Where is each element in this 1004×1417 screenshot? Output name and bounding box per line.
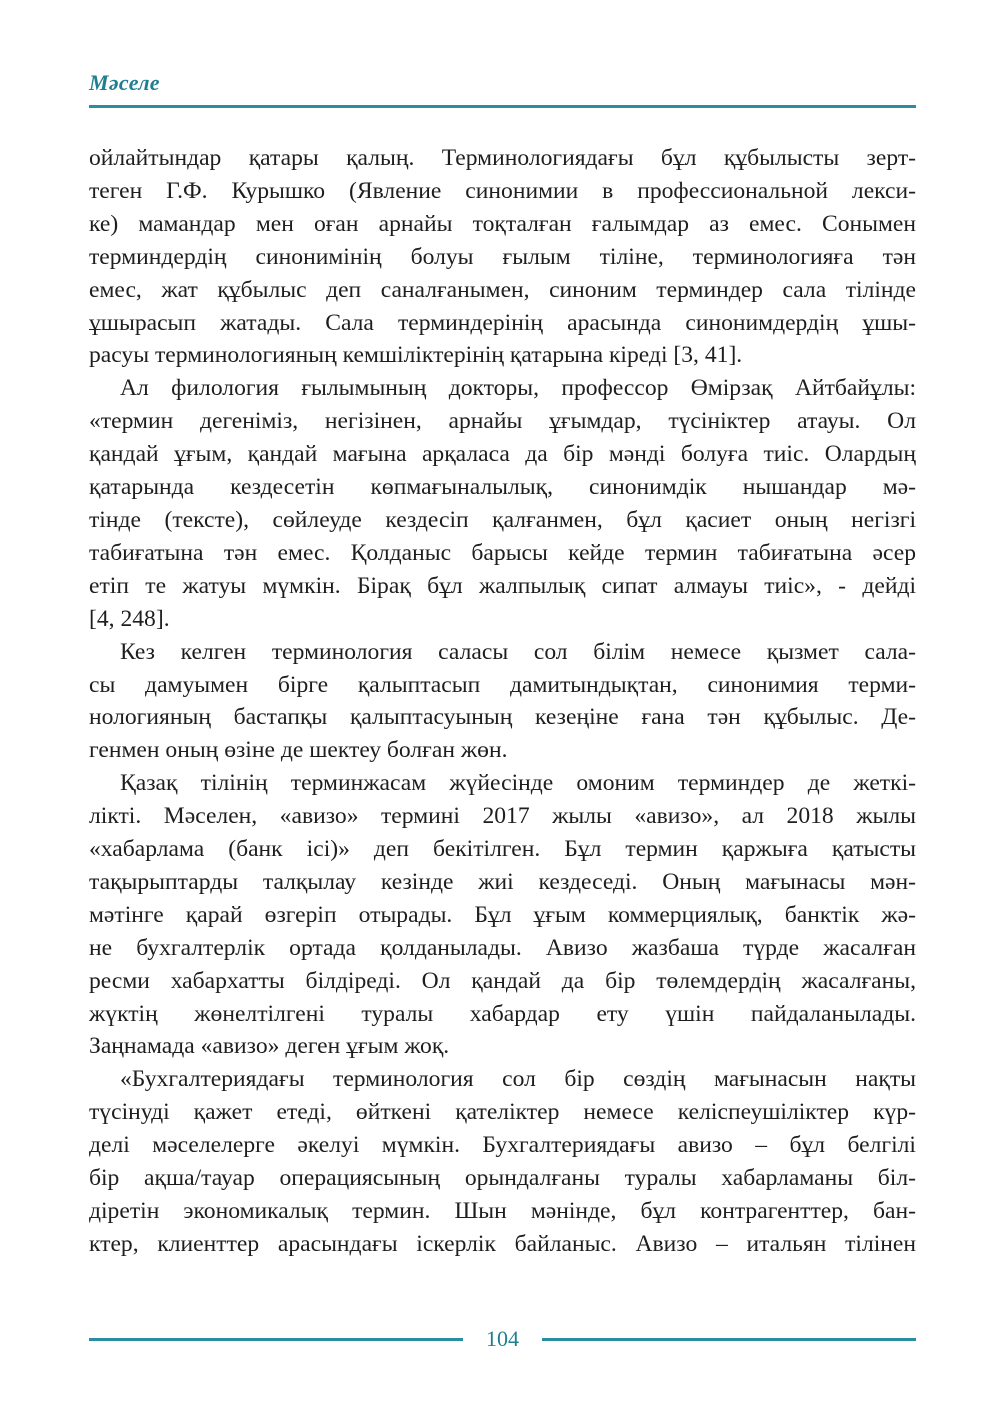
- paragraph: [89, 1063, 916, 1260]
- footer-rule-left: [89, 1338, 463, 1341]
- header-rule: [89, 105, 916, 108]
- paragraph: [89, 767, 916, 1063]
- text-line: Қазақ тілінің терминжасам жүйесінде омоним терминдер де жеткі-: [120, 770, 916, 797]
- text-line: бір ақша/тауар операциясының орындалғаны туралы хабарламаны біл-: [89, 1165, 916, 1192]
- running-title: Мәселе: [89, 70, 160, 95]
- text-line: Ал филология ғылымының докторы, профессор Өмірзақ Айтбайұлы:: [120, 375, 916, 402]
- text-line: мәтінге қарай өзгеріп отырады. Бұл ұғым коммерциялық, банктік жә-: [89, 901, 916, 928]
- text-line: нологияның бастапқы қалыптасуының кезеңіне ғана тән құбылыс. Де-: [89, 704, 916, 731]
- text-line: жүктің жөнелтілгені туралы хабардар ету үшін пайдаланылады.: [89, 1000, 916, 1027]
- text-line: тақырыптарды талқылау кезінде жиі кездеседі. Оның мағынасы мән-: [89, 868, 916, 895]
- paragraph: [89, 142, 916, 372]
- text-line: [4, 248].: [89, 605, 170, 632]
- text-line: ктер, клиенттер арасындағы іскерлік байланыс. Авизо – итальян тілінен: [89, 1230, 916, 1257]
- text-line: қандай ұғым, қандай мағына арқаласа да бір мәнді болуға тиіс. Олардың: [89, 441, 916, 468]
- text-line: расуы терминологияның кемшіліктерінің қатарына кіреді [3, 41].: [89, 342, 743, 369]
- body-text: [89, 142, 916, 1261]
- footer-rule-right: [542, 1338, 916, 1341]
- text-line: ке) мамандар мен оған арнайы тоқталған ғалымдар аз емес. Сонымен: [89, 210, 916, 237]
- text-line: ойлайтындар қатары қалың. Терминологиядағы бұл құбылысты зерт-: [89, 145, 916, 171]
- text-line: терминдердің синонимінің болуы ғылым тіліне, терминологияға тән: [89, 243, 916, 270]
- text-line: сы дамуымен бірге қалыптасып дамитындықтан, синонимия терми-: [89, 671, 916, 698]
- page-footer: [89, 1326, 916, 1356]
- text-line: теген Г.Ф. Курышко (Явление синонимии в профессиональной лекси-: [89, 177, 916, 204]
- text-line: «Бухгалтериядағы терминология сол бір сөздің мағынасын нақты: [120, 1066, 916, 1093]
- paragraph: [89, 636, 916, 768]
- text-line: түсінуді қажет етеді, өйткені қателіктер немесе келіспеушіліктер күр-: [89, 1099, 916, 1126]
- text-line: етіп те жатуы мүмкін. Бірақ бұл жалпылық сипат алмауы тиіс», - дейді: [89, 572, 916, 599]
- text-line: емес, жат құбылыс деп саналғанымен, синоним терминдер сала тілінде: [89, 276, 916, 303]
- text-line: «термин дегеніміз, негізінен, арнайы ұғымдар, түсініктер атауы. Ол: [89, 408, 916, 435]
- page-number: 104: [486, 1326, 519, 1351]
- text-line: «хабарлама (банк ісі)» деп бекітілген. Бұл термин қаржыға қатысты: [89, 836, 916, 863]
- paragraph: [89, 372, 916, 635]
- text-line: лікті. Мәселен, «авизо» термині 2017 жылы «авизо», ал 2018 жылы: [89, 803, 916, 830]
- text-line: генмен оның өзіне де шектеу болған жөн.: [89, 737, 508, 764]
- text-line: Кез келген терминология саласы сол білім немесе қызмет сала-: [120, 638, 916, 665]
- text-line: қатарында кездесетін көпмағыналылық, синонимдік нышандар мә-: [89, 474, 916, 501]
- text-line: тінде (тексте), сөйлеуде кездесіп қалғанмен, бұл қасиет оның негізгі: [89, 506, 916, 533]
- text-line: ұшырасып жатады. Сала терминдерінің арасында синонимдердің ұшы-: [89, 309, 916, 336]
- text-line: ресми хабархатты білдіреді. Ол қандай да бір төлемдердің жасалғаны,: [89, 967, 916, 994]
- text-line: табиғатына тән емес. Қолданыс барысы кейде термин табиғатына әсер: [89, 539, 916, 566]
- text-line: Заңнамада «авизо» деген ұғым жоқ.: [89, 1033, 450, 1060]
- text-line: діретін экономикалық термин. Шын мәнінде, бұл контрагенттер, бан-: [89, 1198, 916, 1224]
- text-line: не бухгалтерлік ортада қолданылады. Авизо жазбаша түрде жасалған: [89, 934, 916, 961]
- text-line: делі мәселелерге әкелуі мүмкін. Бухгалтериядағы авизо – бұл белгілі: [89, 1132, 916, 1159]
